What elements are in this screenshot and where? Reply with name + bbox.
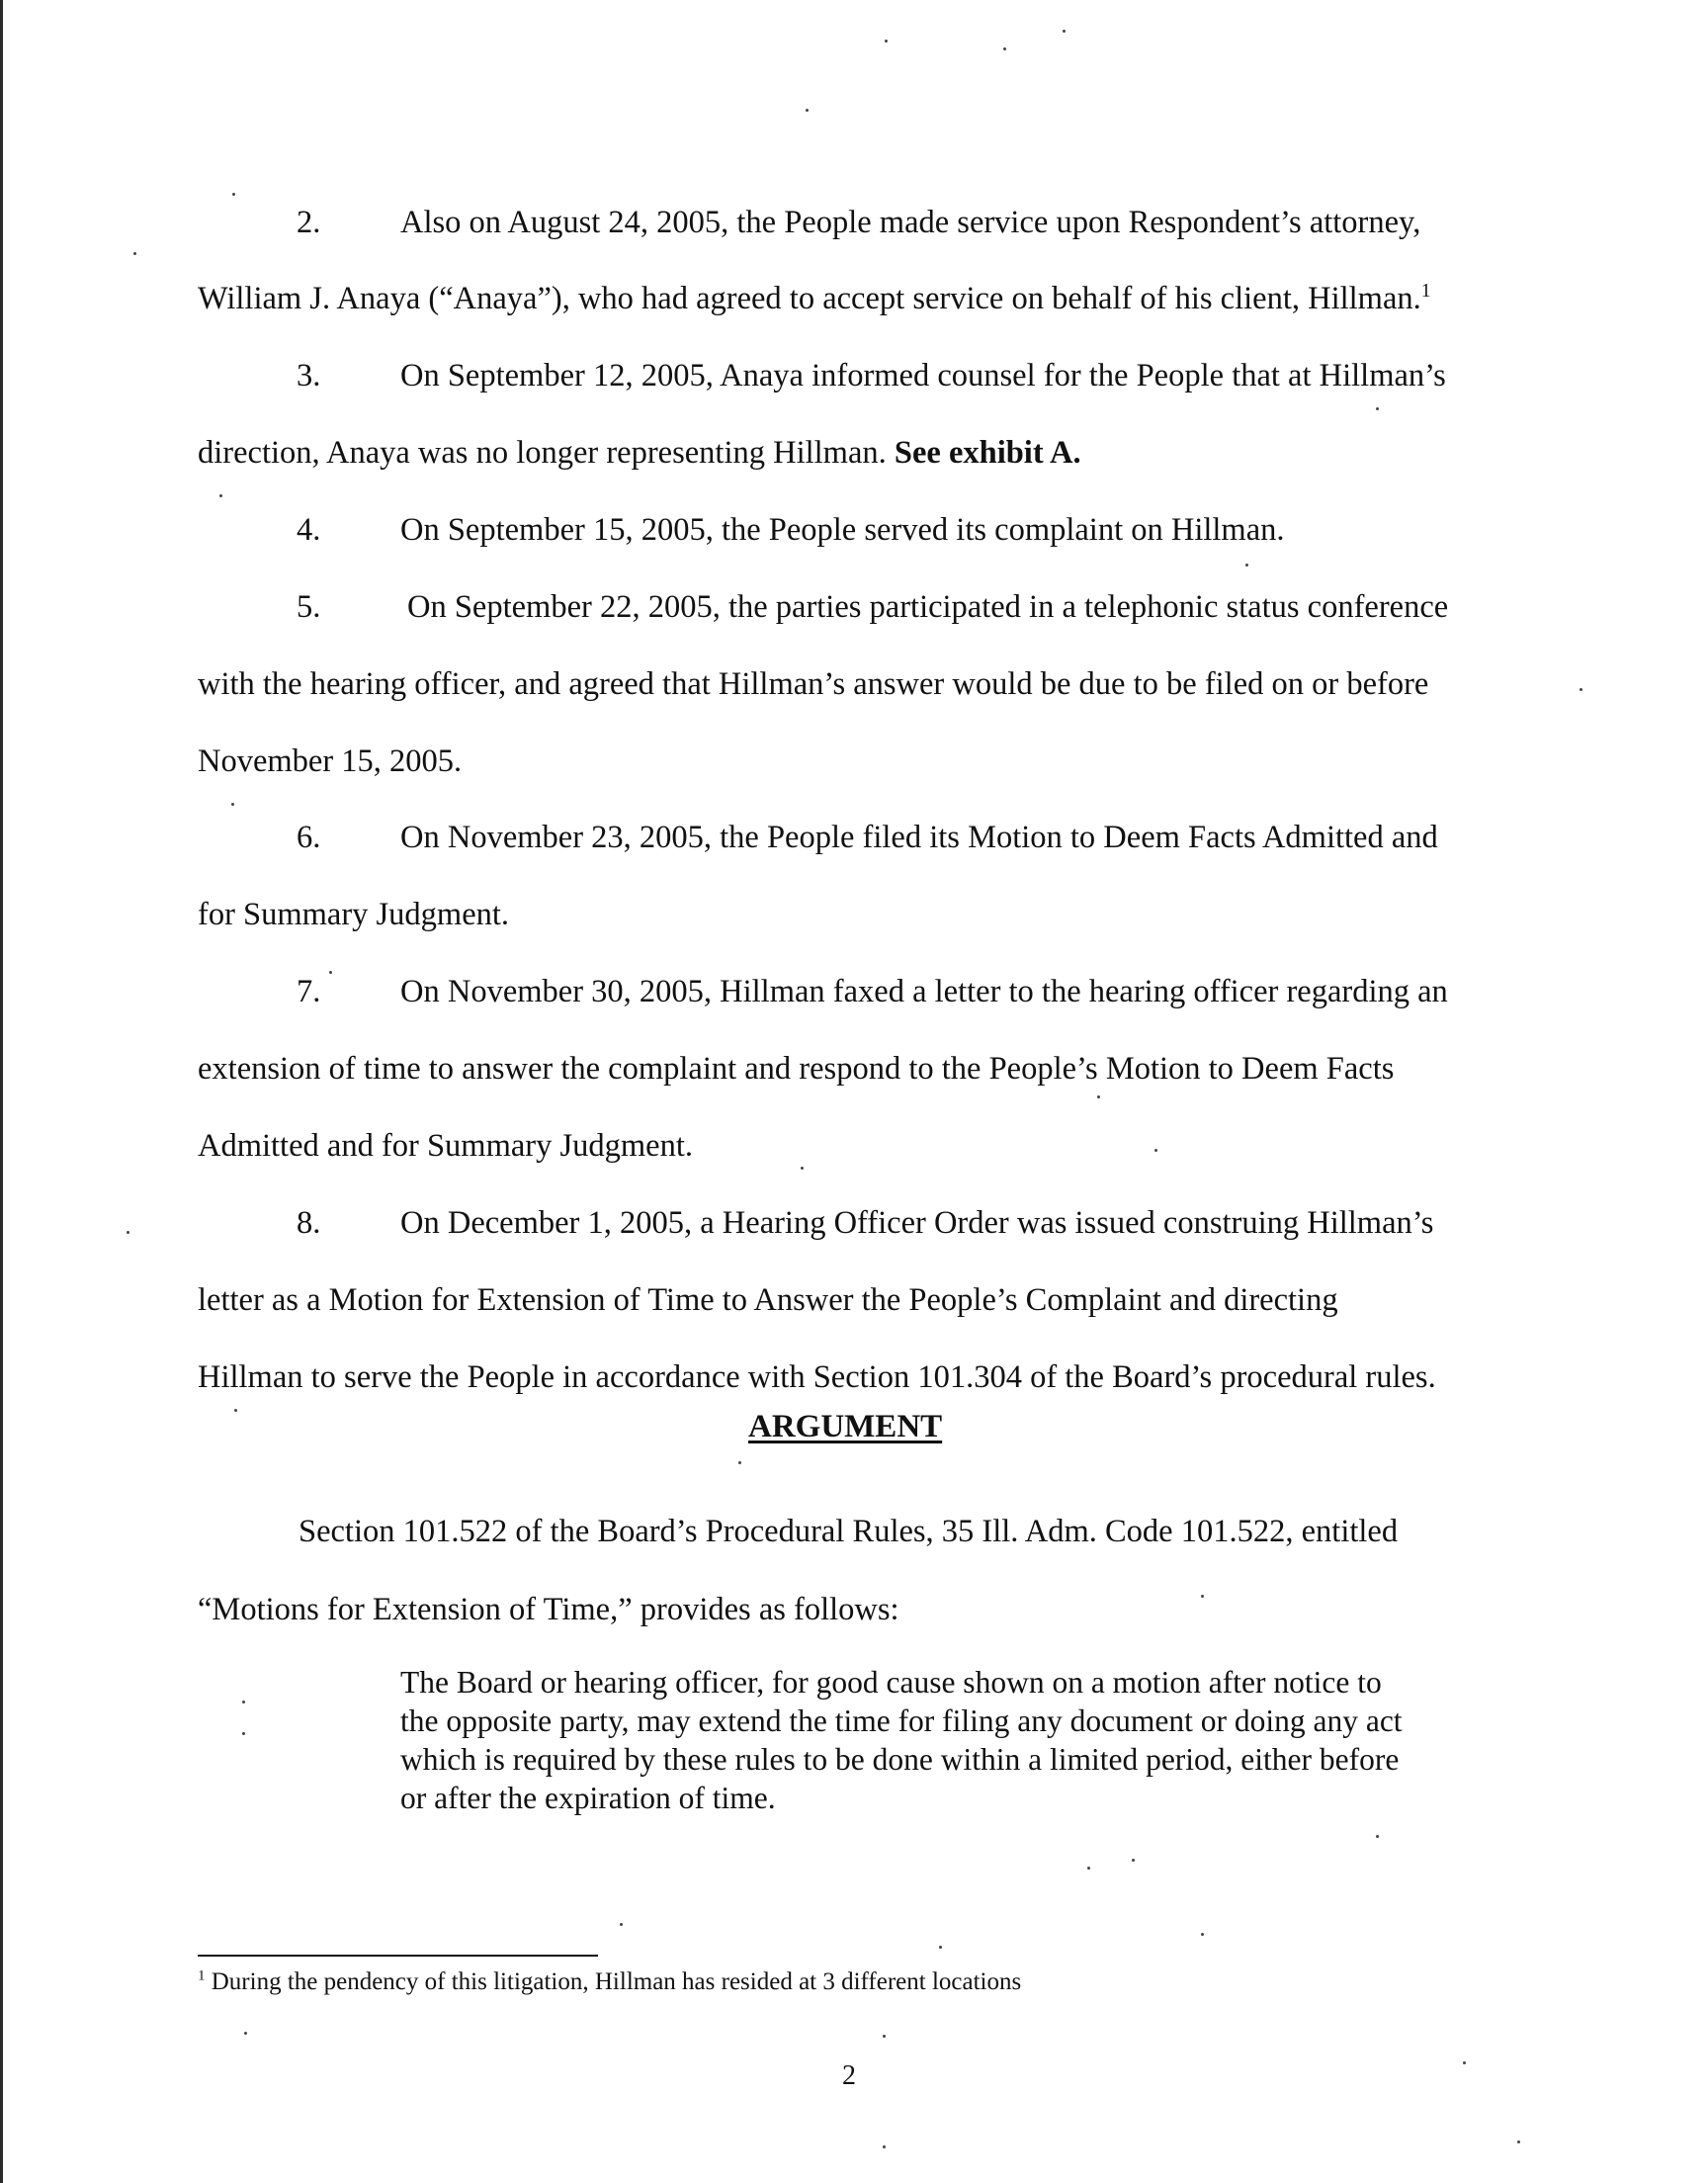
paragraph-5-line-1: On September 22, 2005, the parties participated in a telephonic status conference (407, 589, 1449, 625)
scan-speck (1154, 1149, 1157, 1152)
scan-speck (1201, 1595, 1204, 1598)
scan-speck (242, 1732, 245, 1735)
paragraph-8-line-2: letter as a Motion for Extension of Time to Answer the People’s Complaint and directing (198, 1282, 1338, 1318)
scan-speck (1087, 1867, 1090, 1870)
quote-line-4: or after the expiration of time. (400, 1781, 776, 1815)
scan-speck (1201, 1933, 1204, 1936)
scan-speck (1063, 30, 1066, 33)
scan-speck (801, 1167, 804, 1170)
exhibit-reference: See exhibit A. (894, 435, 1081, 471)
scan-speck (885, 40, 888, 43)
paragraph-6-number: 6. (297, 820, 321, 855)
paragraph-7-line-3: Admitted and for Summary Judgment. (198, 1128, 693, 1164)
paragraph-2-line-1: Also on August 24, 2005, the People made service upon Respondent’s attorney, (400, 205, 1421, 240)
paragraph-4-line-1: On September 15, 2005, the People served its complaint on Hillman. (400, 512, 1285, 548)
quote-line-2: the opposite party, may extend the time for filing any document or doing any act (400, 1703, 1403, 1738)
scan-speck (1376, 1835, 1379, 1838)
argument-line-2: “Motions for Extension of Time,” provides as follows: (198, 1592, 899, 1627)
paragraph-8-line-3: Hillman to serve the People in accordance with Section 101.304 of the Board’s procedural rules. (198, 1359, 1436, 1395)
scan-speck (242, 1701, 245, 1703)
paragraph-3-number: 3. (297, 358, 321, 393)
footnote-text: During the pendency of this litigation, Hillman has resided at 3 different locations (211, 1968, 1022, 1995)
scan-speck (329, 971, 332, 974)
paragraph-6-line-2: for Summary Judgment. (198, 897, 510, 932)
scan-speck (939, 1946, 942, 1949)
scan-speck (219, 494, 222, 497)
scan-speck (1132, 1859, 1135, 1862)
scan-speck (232, 193, 235, 196)
paragraph-2-line-2-text: William J. Anaya (“Anaya”), who had agreed to accept service on behalf of his client, Hillman. (198, 281, 1421, 316)
scan-speck (1245, 564, 1248, 567)
scan-speck (738, 1461, 741, 1464)
footnote (198, 1965, 1021, 1999)
paragraph-2-line-2 (198, 279, 1431, 318)
scan-speck (620, 1923, 623, 1926)
paragraph-7-number: 7. (297, 974, 321, 1009)
paragraph-5-number: 5. (297, 589, 321, 625)
scan-speck (1517, 2140, 1520, 2143)
paragraph-7-line-1: On November 30, 2005, Hillman faxed a letter to the hearing officer regarding an (400, 974, 1448, 1009)
footnote-marker: 1 (198, 1967, 206, 1984)
quote-line-3: which is required by these rules to be done within a limited period, either before (400, 1742, 1400, 1777)
scan-speck (234, 1409, 237, 1412)
argument-line-1: Section 101.522 of the Board’s Procedural Rules, 35 Ill. Adm. Code 101.522, entitled (299, 1514, 1399, 1549)
scan-edge (0, 0, 3, 2183)
block-quote (400, 1663, 1497, 1817)
page-number: 2 (842, 2060, 856, 2091)
paragraph-3-line-1: On September 12, 2005, Anaya informed counsel for the People that at Hillman’s (400, 358, 1446, 393)
scan-speck (1097, 1095, 1100, 1098)
scan-speck (127, 1231, 129, 1234)
paragraph-8-number: 8. (297, 1205, 321, 1241)
paragraph-4-number: 4. (297, 512, 321, 548)
scan-speck (231, 803, 234, 806)
paragraph-3-line-2-text: direction, Anaya was no longer representing Hillman. (198, 435, 887, 471)
scan-speck (883, 2035, 886, 2038)
scan-speck (883, 2145, 886, 2148)
scan-speck (1580, 688, 1582, 691)
paragraph-8-line-1: On December 1, 2005, a Hearing Officer Order was issued construing Hillman’s (400, 1205, 1434, 1241)
paragraph-6-line-1: On November 23, 2005, the People filed its Motion to Deem Facts Admitted and (400, 820, 1438, 855)
paragraph-7-line-2: extension of time to answer the complaint and respond to the People’s Motion to Deem Facts (198, 1051, 1395, 1087)
paragraph-3-line-2 (198, 433, 1081, 473)
footnote-reference: 1 (1420, 281, 1431, 303)
scan-speck (1376, 407, 1379, 410)
argument-heading: ARGUMENT (748, 1409, 943, 1444)
paragraph-5-line-3: November 15, 2005. (198, 743, 463, 779)
paragraph-5-line-2: with the hearing officer, and agreed that Hillman’s answer would be due to be filed on or before (198, 666, 1429, 702)
quote-line-1: The Board or hearing officer, for good cause shown on a motion after notice to (400, 1665, 1382, 1700)
footnote-separator (198, 1955, 598, 1957)
scan-speck (1463, 2061, 1466, 2064)
scan-speck (133, 252, 136, 255)
scan-speck (244, 2032, 247, 2035)
scan-speck (1003, 47, 1006, 50)
paragraph-2-number: 2. (297, 205, 321, 240)
scan-speck (806, 109, 809, 112)
